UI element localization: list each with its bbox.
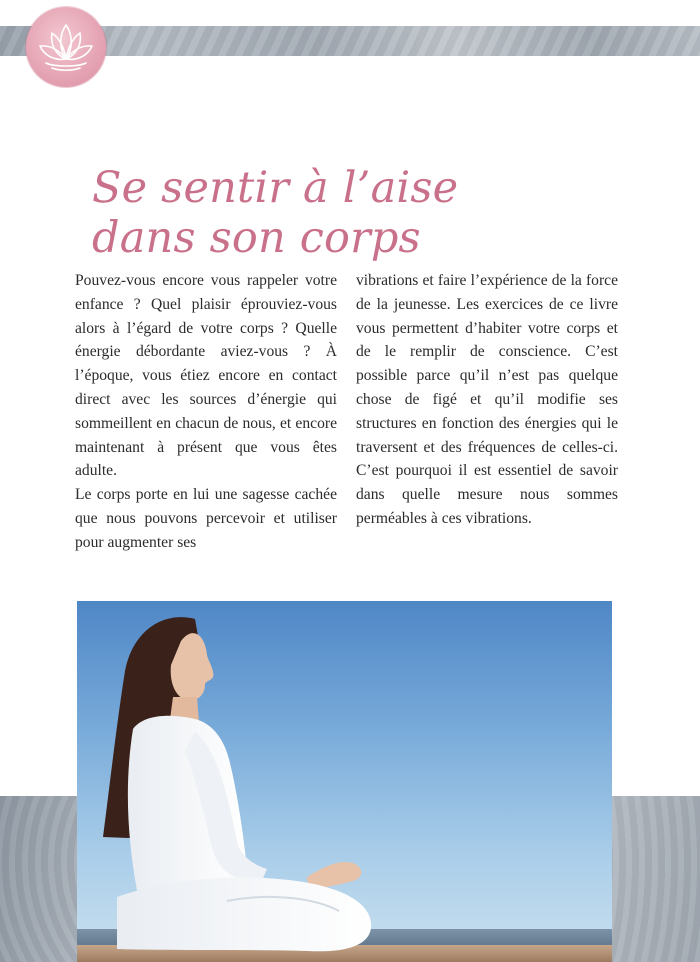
meditating-woman-illustration	[77, 601, 612, 962]
title-line-1: Se sentir à l’aise	[92, 162, 459, 213]
body-paragraph: Le corps porte en lui une sagesse cachée que nous pouvons percevoir et utiliser pour augmenter ses	[75, 486, 337, 551]
lotus-badge	[26, 7, 106, 87]
body-paragraph: vibrations et faire l’expérience de la force de la jeunesse. Les exercices de ce livre vous permettent d’habiter votre corps et de le remplir de conscience. C’est possible parce qu’il n’est pas quelque chose de figé et qu’il modifie ses structures en fonction des énergies qui le traversent et des fréquences de celles-ci. C’est pourquoi il est essentiel de savoir dans quelle mesure nous sommes perméables à ces vibrations.	[356, 272, 618, 527]
page-title	[92, 163, 612, 263]
body-column-left	[75, 269, 337, 555]
body-column-right	[356, 269, 618, 531]
body-paragraph: Pouvez-vous encore vous rappeler votre enfance ? Quel plaisir éprouviez-vous alors à l’égard de votre corps ? Quelle énergie débordante aviez-vous ? À l’époque, vous étiez encore en contact direct avec les sources d’énergie qui sommeillent en chacun de nous, et encore maintenant à présent que vous êtes adulte.	[75, 272, 337, 480]
meditation-photo	[77, 601, 612, 962]
title-line-2: dans son corps	[92, 212, 421, 263]
lotus-icon	[36, 19, 96, 75]
